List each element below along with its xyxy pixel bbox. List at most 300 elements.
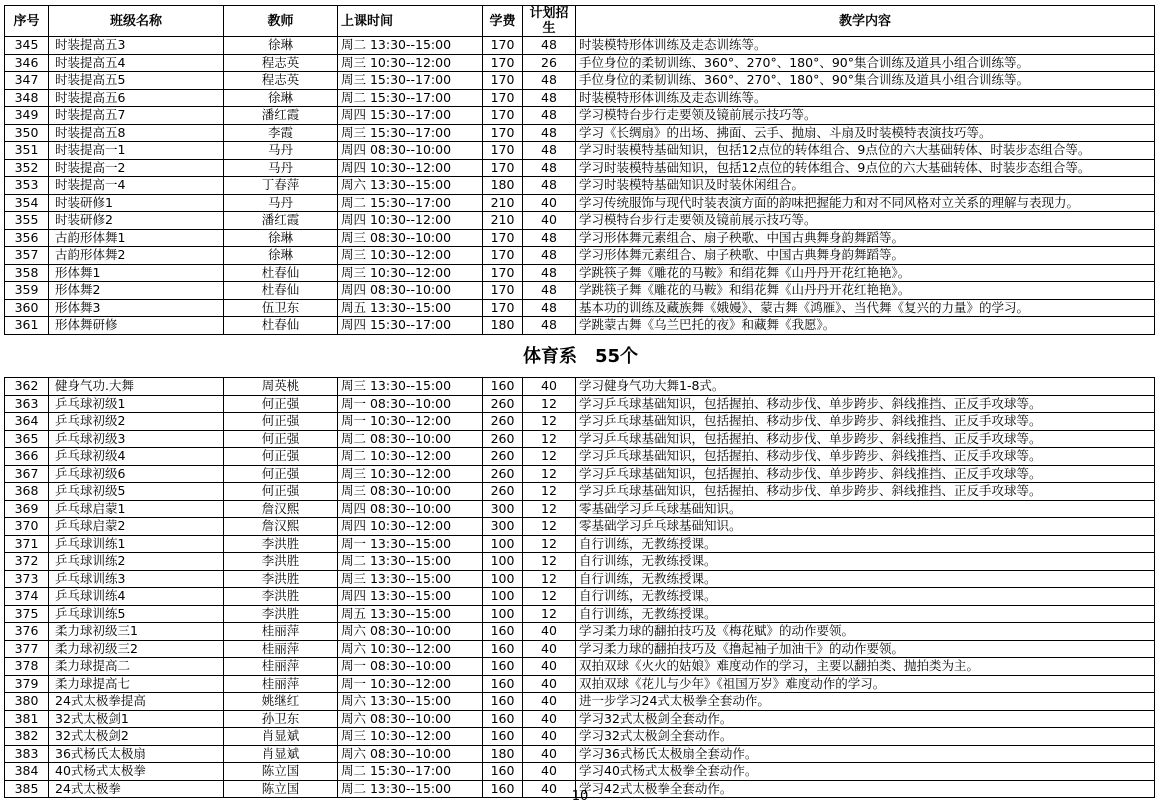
cell-fee: 260	[483, 413, 523, 431]
cell-name: 时装提高一1	[49, 142, 224, 160]
cell-id: 355	[5, 212, 49, 230]
cell-id: 374	[5, 588, 49, 606]
cell-time: 周二 13:30--15:00	[338, 780, 483, 798]
cell-plan: 40	[523, 728, 576, 746]
header-plan: 计划招生	[523, 6, 576, 37]
cell-content: 学习乒乓球基础知识，包括握拍、移动步伐、单步跨步、斜线推挡、正反手攻球等。	[576, 448, 1155, 466]
cell-content: 学习乒乓球基础知识，包括握拍、移动步伐、单步跨步、斜线推挡、正反手攻球等。	[576, 395, 1155, 413]
cell-name: 乒乓球初级6	[49, 465, 224, 483]
cell-name: 健身气功.大舞	[49, 378, 224, 396]
cell-name: 形体舞研修	[49, 317, 224, 335]
cell-id: 350	[5, 124, 49, 142]
cell-id: 372	[5, 553, 49, 571]
cell-fee: 160	[483, 780, 523, 798]
cell-name: 形体舞2	[49, 282, 224, 300]
header-content: 教学内容	[576, 6, 1155, 37]
cell-time: 周六 13:30--15:00	[338, 177, 483, 195]
cell-content: 进一步学习24式太极拳全套动作。	[576, 693, 1155, 711]
cell-time: 周二 13:30--15:00	[338, 37, 483, 55]
cell-id: 384	[5, 763, 49, 781]
cell-content: 自行训练，无教练授课。	[576, 570, 1155, 588]
cell-id: 371	[5, 535, 49, 553]
cell-fee: 260	[483, 483, 523, 501]
cell-id: 360	[5, 299, 49, 317]
cell-teacher: 李霞	[224, 124, 338, 142]
cell-name: 时装提高五6	[49, 89, 224, 107]
cell-teacher: 何正强	[224, 430, 338, 448]
table-row	[5, 107, 1155, 125]
cell-name: 乒乓球训练3	[49, 570, 224, 588]
cell-name: 古韵形体舞2	[49, 247, 224, 265]
cell-teacher: 徐琳	[224, 229, 338, 247]
cell-id: 366	[5, 448, 49, 466]
cell-name: 24式太极拳提高	[49, 693, 224, 711]
table-row	[5, 448, 1155, 466]
cell-plan: 12	[523, 465, 576, 483]
cell-plan: 12	[523, 605, 576, 623]
table-row	[5, 605, 1155, 623]
cell-plan: 48	[523, 124, 576, 142]
cell-plan: 48	[523, 107, 576, 125]
cell-fee: 160	[483, 640, 523, 658]
cell-content: 学习时装模特基础知识，包括12点位的转体组合、9点位的六大基础转体、时装步态组合等。	[576, 159, 1155, 177]
cell-content: 时装模特形体训练及走态训练等。	[576, 89, 1155, 107]
cell-id: 351	[5, 142, 49, 160]
cell-fee: 100	[483, 570, 523, 588]
cell-teacher: 肖显斌	[224, 728, 338, 746]
cell-time: 周六 08:30--10:00	[338, 623, 483, 641]
cell-name: 时装提高五5	[49, 72, 224, 90]
cell-id: 376	[5, 623, 49, 641]
cell-plan: 48	[523, 37, 576, 55]
cell-plan: 48	[523, 159, 576, 177]
cell-id: 346	[5, 54, 49, 72]
cell-teacher: 杜春仙	[224, 282, 338, 300]
section-heading: 体育系 55个	[522, 346, 639, 367]
cell-id: 352	[5, 159, 49, 177]
cell-id: 380	[5, 693, 49, 711]
cell-content: 学跳筷子舞《雕花的马鞍》和绢花舞《山丹丹开花红艳艳》。	[576, 264, 1155, 282]
cell-name: 柔力球提高七	[49, 675, 224, 693]
cell-id: 363	[5, 395, 49, 413]
cell-content: 学习形体舞元素组合、扇子秧歌、中国古典舞身韵舞蹈等。	[576, 229, 1155, 247]
cell-teacher: 孙卫东	[224, 710, 338, 728]
cell-teacher: 伍卫东	[224, 299, 338, 317]
cell-time: 周四 10:30--12:00	[338, 518, 483, 536]
cell-content: 手位身位的柔韧训练、360°、270°、180°、90°集合训练及道具小组合训练等。	[576, 72, 1155, 90]
cell-content: 学习乒乓球基础知识，包括握拍、移动步伐、单步跨步、斜线推挡、正反手攻球等。	[576, 465, 1155, 483]
cell-time: 周五 13:30--15:00	[338, 605, 483, 623]
table-row	[5, 159, 1155, 177]
cell-time: 周一 10:30--12:00	[338, 675, 483, 693]
cell-content: 学习32式太极剑全套动作。	[576, 710, 1155, 728]
cell-fee: 100	[483, 535, 523, 553]
cell-id: 362	[5, 378, 49, 396]
cell-time: 周三 13:30--15:00	[338, 378, 483, 396]
cell-name: 时装提高五7	[49, 107, 224, 125]
table-row	[5, 588, 1155, 606]
cell-fee: 100	[483, 588, 523, 606]
cell-teacher: 李洪胜	[224, 553, 338, 571]
cell-plan: 48	[523, 177, 576, 195]
cell-plan: 12	[523, 448, 576, 466]
cell-teacher: 姚继红	[224, 693, 338, 711]
cell-content: 学习32式太极剑全套动作。	[576, 728, 1155, 746]
cell-time: 周一 10:30--12:00	[338, 413, 483, 431]
cell-fee: 260	[483, 395, 523, 413]
cell-content: 零基础学习乒乓球基础知识。	[576, 518, 1155, 536]
cell-plan: 48	[523, 299, 576, 317]
cell-plan: 48	[523, 142, 576, 160]
cell-plan: 40	[523, 378, 576, 396]
cell-fee: 100	[483, 553, 523, 571]
cell-id: 365	[5, 430, 49, 448]
cell-name: 32式太极剑2	[49, 728, 224, 746]
cell-content: 学习40式杨式太极拳全套动作。	[576, 763, 1155, 781]
cell-teacher: 潘红霞	[224, 212, 338, 230]
cell-fee: 210	[483, 194, 523, 212]
cell-teacher: 何正强	[224, 448, 338, 466]
cell-fee: 170	[483, 107, 523, 125]
cell-id: 383	[5, 745, 49, 763]
cell-name: 乒乓球启蒙2	[49, 518, 224, 536]
cell-teacher: 丁春萍	[224, 177, 338, 195]
cell-fee: 180	[483, 177, 523, 195]
cell-teacher: 陈立国	[224, 763, 338, 781]
table-row	[5, 124, 1155, 142]
cell-content: 学习乒乓球基础知识，包括握拍、移动步伐、单步跨步、斜线推挡、正反手攻球等。	[576, 483, 1155, 501]
cell-teacher: 李洪胜	[224, 570, 338, 588]
cell-id: 381	[5, 710, 49, 728]
cell-plan: 40	[523, 763, 576, 781]
table-row	[5, 535, 1155, 553]
cell-time: 周二 15:30--17:00	[338, 763, 483, 781]
cell-fee: 160	[483, 763, 523, 781]
cell-content: 手位身位的柔韧训练、360°、270°、180°、90°集合训练及道具小组合训练等。	[576, 54, 1155, 72]
cell-content: 学跳筷子舞《雕花的马鞍》和绢花舞《山丹丹开花红艳艳》。	[576, 282, 1155, 300]
cell-content: 双拍双球《火火的姑娘》难度动作的学习，主要以翻拍类、抛拍类为主。	[576, 658, 1155, 676]
table-row	[5, 177, 1155, 195]
cell-fee: 170	[483, 89, 523, 107]
cell-plan: 40	[523, 745, 576, 763]
table-row	[5, 395, 1155, 413]
cell-name: 36式杨氏太极扇	[49, 745, 224, 763]
table-row	[5, 483, 1155, 501]
cell-plan: 48	[523, 282, 576, 300]
cell-teacher: 李洪胜	[224, 588, 338, 606]
table-row	[5, 317, 1155, 335]
cell-name: 时装提高五8	[49, 124, 224, 142]
cell-content: 零基础学习乒乓球基础知识。	[576, 500, 1155, 518]
cell-time: 周三 10:30--12:00	[338, 247, 483, 265]
cell-teacher: 肖显斌	[224, 745, 338, 763]
cell-id: 369	[5, 500, 49, 518]
cell-fee: 210	[483, 212, 523, 230]
cell-time: 周一 08:30--10:00	[338, 395, 483, 413]
cell-teacher: 何正强	[224, 413, 338, 431]
cell-fee: 170	[483, 282, 523, 300]
cell-name: 时装提高一4	[49, 177, 224, 195]
table-row	[5, 693, 1155, 711]
cell-plan: 40	[523, 693, 576, 711]
cell-content: 双拍双球《花儿与少年》《祖国万岁》难度动作的学习。	[576, 675, 1155, 693]
cell-content: 学习《长绸扇》的出场、拂面、云手、抛扇、斗扇及时装模特表演技巧等。	[576, 124, 1155, 142]
cell-plan: 40	[523, 194, 576, 212]
cell-name: 乒乓球训练5	[49, 605, 224, 623]
cell-time: 周六 08:30--10:00	[338, 745, 483, 763]
cell-content: 自行训练，无教练授课。	[576, 535, 1155, 553]
cell-content: 基本功的训练及藏族舞《娥嫚》、蒙古舞《鸿雁》、当代舞《复兴的力量》的学习。	[576, 299, 1155, 317]
cell-name: 乒乓球训练4	[49, 588, 224, 606]
cell-teacher: 程志英	[224, 72, 338, 90]
cell-id: 377	[5, 640, 49, 658]
cell-plan: 48	[523, 72, 576, 90]
cell-name: 形体舞3	[49, 299, 224, 317]
cell-teacher: 桂丽萍	[224, 675, 338, 693]
cell-id: 385	[5, 780, 49, 798]
cell-name: 时装研修1	[49, 194, 224, 212]
cell-teacher: 杜春仙	[224, 317, 338, 335]
cell-id: 361	[5, 317, 49, 335]
table-row	[5, 37, 1155, 55]
header-time: 上课时间	[338, 6, 483, 37]
cell-fee: 260	[483, 448, 523, 466]
cell-content: 学习36式杨氏太极扇全套动作。	[576, 745, 1155, 763]
cell-teacher: 詹汉熙	[224, 518, 338, 536]
cell-teacher: 李洪胜	[224, 535, 338, 553]
cell-teacher: 马丹	[224, 194, 338, 212]
cell-content: 学习模特台步行走要领及镜前展示技巧等。	[576, 107, 1155, 125]
cell-name: 时装提高五4	[49, 54, 224, 72]
cell-content: 学习传统服饰与现代时装表演方面的韵味把握能力和对不同风格对立关系的理解与表现力。	[576, 194, 1155, 212]
cell-plan: 48	[523, 247, 576, 265]
cell-time: 周四 15:30--17:00	[338, 317, 483, 335]
cell-plan: 48	[523, 229, 576, 247]
cell-fee: 160	[483, 675, 523, 693]
cell-plan: 12	[523, 570, 576, 588]
cell-plan: 48	[523, 317, 576, 335]
cell-time: 周二 13:30--15:00	[338, 553, 483, 571]
cell-id: 375	[5, 605, 49, 623]
cell-time: 周三 15:30--17:00	[338, 72, 483, 90]
table-row	[5, 430, 1155, 448]
cell-teacher: 潘红霞	[224, 107, 338, 125]
cell-time: 周三 10:30--12:00	[338, 728, 483, 746]
cell-time: 周三 10:30--12:00	[338, 264, 483, 282]
cell-plan: 40	[523, 623, 576, 641]
cell-fee: 260	[483, 430, 523, 448]
cell-content: 自行训练，无教练授课。	[576, 588, 1155, 606]
cell-fee: 170	[483, 124, 523, 142]
cell-name: 时装提高五3	[49, 37, 224, 55]
cell-time: 周二 10:30--12:00	[338, 448, 483, 466]
cell-plan: 40	[523, 640, 576, 658]
cell-plan: 26	[523, 54, 576, 72]
cell-plan: 12	[523, 413, 576, 431]
cell-id: 373	[5, 570, 49, 588]
header-name: 班级名称	[49, 6, 224, 37]
cell-time: 周三 15:30--17:00	[338, 124, 483, 142]
cell-name: 柔力球提高二	[49, 658, 224, 676]
cell-teacher: 马丹	[224, 159, 338, 177]
cell-time: 周三 08:30--10:00	[338, 229, 483, 247]
cell-name: 40式杨式太极拳	[49, 763, 224, 781]
cell-content: 自行训练，无教练授课。	[576, 553, 1155, 571]
cell-plan: 12	[523, 535, 576, 553]
table-row	[5, 728, 1155, 746]
cell-fee: 100	[483, 605, 523, 623]
cell-plan: 40	[523, 710, 576, 728]
cell-id: 358	[5, 264, 49, 282]
cell-content: 学习模特台步行走要领及镜前展示技巧等。	[576, 212, 1155, 230]
cell-id: 356	[5, 229, 49, 247]
cell-fee: 160	[483, 658, 523, 676]
cell-plan: 48	[523, 89, 576, 107]
cell-plan: 40	[523, 675, 576, 693]
cell-fee: 170	[483, 299, 523, 317]
cell-time: 周四 10:30--12:00	[338, 212, 483, 230]
table-row	[5, 710, 1155, 728]
cell-teacher: 杜春仙	[224, 264, 338, 282]
cell-name: 乒乓球初级2	[49, 413, 224, 431]
cell-fee: 300	[483, 518, 523, 536]
cell-id: 349	[5, 107, 49, 125]
cell-time: 周三 10:30--12:00	[338, 54, 483, 72]
cell-plan: 40	[523, 658, 576, 676]
cell-time: 周四 10:30--12:00	[338, 159, 483, 177]
cell-time: 周六 10:30--12:00	[338, 640, 483, 658]
header-fee: 学费	[483, 6, 523, 37]
table-row	[5, 553, 1155, 571]
table-row	[5, 212, 1155, 230]
cell-content: 学习形体舞元素组合、扇子秧歌、中国古典舞身韵舞蹈等。	[576, 247, 1155, 265]
cell-time: 周一 08:30--10:00	[338, 658, 483, 676]
cell-fee: 170	[483, 247, 523, 265]
cell-plan: 40	[523, 212, 576, 230]
table-row	[5, 675, 1155, 693]
cell-id: 357	[5, 247, 49, 265]
cell-name: 乒乓球初级5	[49, 483, 224, 501]
cell-plan: 12	[523, 588, 576, 606]
cell-time: 周四 08:30--10:00	[338, 142, 483, 160]
cell-time: 周五 13:30--15:00	[338, 299, 483, 317]
cell-teacher: 桂丽萍	[224, 658, 338, 676]
header-teacher: 教师	[224, 6, 338, 37]
cell-time: 周二 15:30--17:00	[338, 194, 483, 212]
table-row	[5, 142, 1155, 160]
cell-teacher: 詹汉熙	[224, 500, 338, 518]
cell-time: 周二 15:30--17:00	[338, 89, 483, 107]
cell-teacher: 陈立国	[224, 780, 338, 798]
cell-name: 时装研修2	[49, 212, 224, 230]
cell-name: 柔力球初级三2	[49, 640, 224, 658]
cell-time: 周三 08:30--10:00	[338, 483, 483, 501]
cell-plan: 12	[523, 518, 576, 536]
cell-fee: 170	[483, 54, 523, 72]
cell-name: 形体舞1	[49, 264, 224, 282]
table-row	[5, 299, 1155, 317]
cell-name: 乒乓球初级3	[49, 430, 224, 448]
cell-name: 乒乓球初级4	[49, 448, 224, 466]
cell-name: 乒乓球训练2	[49, 553, 224, 571]
cell-teacher: 徐琳	[224, 89, 338, 107]
cell-fee: 170	[483, 159, 523, 177]
cell-time: 周一 13:30--15:00	[338, 535, 483, 553]
table-row	[5, 72, 1155, 90]
cell-content: 自行训练，无教练授课。	[576, 605, 1155, 623]
cell-time: 周三 13:30--15:00	[338, 570, 483, 588]
cell-name: 古韵形体舞1	[49, 229, 224, 247]
cell-id: 367	[5, 465, 49, 483]
course-table-sports	[4, 377, 1155, 798]
cell-plan: 12	[523, 483, 576, 501]
cell-time: 周四 13:30--15:00	[338, 588, 483, 606]
cell-teacher: 李洪胜	[224, 605, 338, 623]
cell-time: 周四 15:30--17:00	[338, 107, 483, 125]
cell-id: 379	[5, 675, 49, 693]
table-row	[5, 623, 1155, 641]
cell-id: 359	[5, 282, 49, 300]
cell-name: 乒乓球训练1	[49, 535, 224, 553]
cell-time: 周四 08:30--10:00	[338, 500, 483, 518]
cell-fee: 170	[483, 142, 523, 160]
cell-id: 378	[5, 658, 49, 676]
cell-teacher: 马丹	[224, 142, 338, 160]
table-row	[5, 282, 1155, 300]
cell-name: 32式太极剑1	[49, 710, 224, 728]
cell-fee: 160	[483, 693, 523, 711]
cell-fee: 170	[483, 229, 523, 247]
table-row	[5, 54, 1155, 72]
table-row	[5, 378, 1155, 396]
cell-content: 学习柔力球的翻拍技巧及《梅花赋》的动作要领。	[576, 623, 1155, 641]
cell-fee: 170	[483, 72, 523, 90]
cell-content: 学习柔力球的翻拍技巧及《撸起袖子加油干》的动作要领。	[576, 640, 1155, 658]
cell-teacher: 何正强	[224, 465, 338, 483]
cell-time: 周四 08:30--10:00	[338, 282, 483, 300]
cell-name: 乒乓球初级1	[49, 395, 224, 413]
cell-id: 370	[5, 518, 49, 536]
cell-teacher: 徐琳	[224, 37, 338, 55]
cell-content: 学习时装模特基础知识，包括12点位的转体组合、9点位的六大基础转体、时装步态组合等。	[576, 142, 1155, 160]
cell-name: 时装提高一2	[49, 159, 224, 177]
cell-teacher: 程志英	[224, 54, 338, 72]
cell-fee: 160	[483, 710, 523, 728]
table-row	[5, 518, 1155, 536]
cell-id: 368	[5, 483, 49, 501]
cell-plan: 12	[523, 500, 576, 518]
cell-time: 周六 08:30--10:00	[338, 710, 483, 728]
cell-teacher: 何正强	[224, 483, 338, 501]
cell-content: 学习乒乓球基础知识，包括握拍、移动步伐、单步跨步、斜线推挡、正反手攻球等。	[576, 430, 1155, 448]
cell-id: 347	[5, 72, 49, 90]
table-row	[5, 745, 1155, 763]
cell-name: 乒乓球启蒙1	[49, 500, 224, 518]
table-row	[5, 658, 1155, 676]
cell-content: 学跳蒙古舞《乌兰巴托的夜》和藏舞《我愿》。	[576, 317, 1155, 335]
cell-fee: 170	[483, 264, 523, 282]
cell-content: 学习时装模特基础知识及时装休闲组合。	[576, 177, 1155, 195]
cell-teacher: 周英桃	[224, 378, 338, 396]
cell-fee: 160	[483, 728, 523, 746]
page-number: 10	[571, 789, 589, 804]
header-id: 序号	[5, 6, 49, 37]
cell-fee: 260	[483, 465, 523, 483]
table-row	[5, 413, 1155, 431]
cell-teacher: 桂丽萍	[224, 623, 338, 641]
cell-plan: 12	[523, 553, 576, 571]
table-row	[5, 465, 1155, 483]
